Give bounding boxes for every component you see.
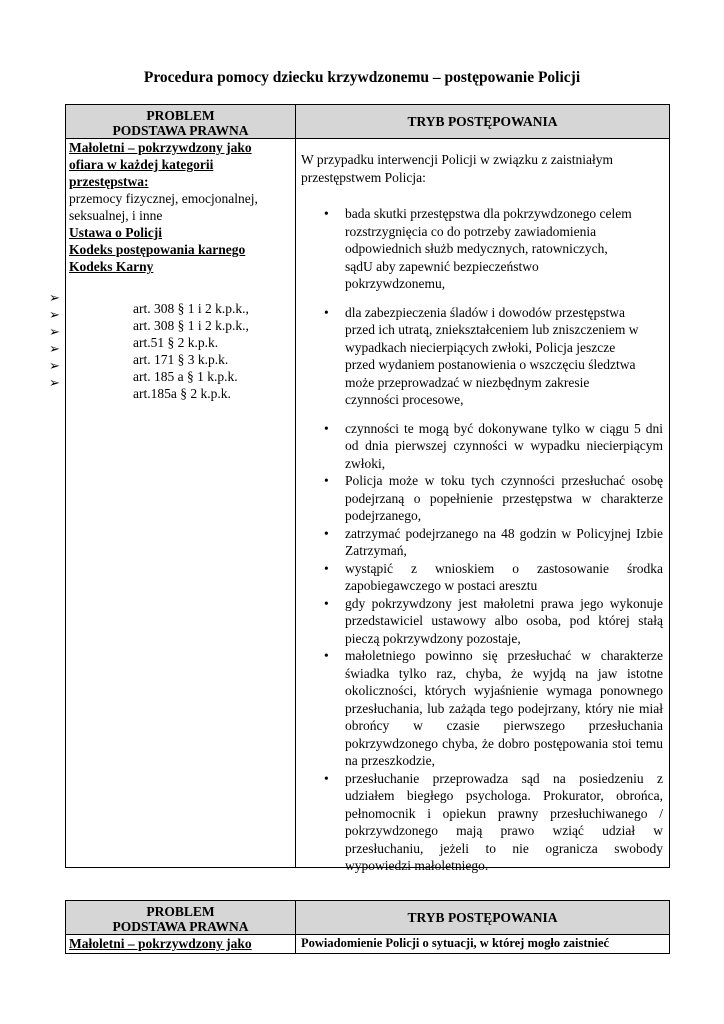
procedure-cell — [296, 935, 669, 953]
item-line: czynności procesowe, — [345, 392, 464, 407]
arrow-icon: ➢ — [49, 341, 60, 356]
header-problem-line1: PROBLEM — [146, 108, 215, 123]
table-row — [66, 139, 669, 873]
header-problem-line2: PODSTAWA PRAWNA — [112, 919, 249, 934]
intro-line2: przestępstwem Policja: — [301, 169, 426, 185]
article-item: art. 308 § 1 i 2 k.p.k., — [133, 318, 249, 333]
item-line: bada skutki przestępstwa dla pokrzywdzonego celem — [345, 206, 632, 221]
article-item: art. 185 a § 1 k.p.k. — [133, 369, 238, 384]
item-text: małoletniego powinno się przesłuchać w charakterze świadka tylko raz, chyba, że wyjdą na jaw istotne okoliczności, których wyjaśnienie wymaga ponownego przesłuchania, lub zażąda tego podejrzany, który nie miał obrońcy w czasie pierwszego przesłuchania pokrzywdzonego chyba, że dobro postępowania stoi temu na przeszkodzie, — [345, 648, 663, 768]
intro-line1: W przypadku interwencji Policji w związku z zaistniałym — [301, 152, 614, 167]
abuse-types-line2: seksualnej, i inne — [69, 208, 163, 223]
arrow-icon: ➢ — [49, 307, 60, 322]
article-item: art. 308 § 1 i 2 k.p.k., — [133, 301, 249, 316]
item-line: dla zabezpieczenia śladów i dowodów przestępstwa — [345, 304, 626, 320]
item-line: sądU aby zapewnić bezpieczeństwo — [345, 258, 539, 274]
problem-cell — [66, 935, 296, 953]
item-line: pokrzywdzonemu, — [345, 276, 446, 291]
arrow-icon: ➢ — [49, 324, 60, 339]
abuse-types-line1: przemocy fizycznej, emocjonalnej, — [69, 191, 258, 206]
header-problem-line2: PODSTAWA PRAWNA — [112, 123, 249, 138]
procedure-list-1 — [296, 205, 669, 409]
arrow-icon: ➢ — [49, 358, 60, 373]
bullet-icon: • — [324, 304, 329, 320]
item-line: odpowiednich służb medycznych, ratowniczych, — [345, 241, 608, 256]
law-penal-code: Kodeks Karny — [69, 259, 154, 274]
procedure-text: Powiadomienie Policji o sytuacji, w której mogło zaistnieć — [301, 936, 610, 950]
table-header — [66, 901, 669, 935]
list-item — [324, 560, 663, 595]
procedure-list-2 — [296, 420, 669, 875]
item-text: czynności te mogą być dokonywane tylko w ciągu 5 dni od dnia pierwszej czynności w wypadku niecierpiącym zwłoki, — [345, 420, 663, 471]
list-item — [324, 420, 663, 473]
procedure-table-2 — [65, 900, 670, 954]
table-header — [66, 105, 669, 139]
page-title: Procedura pomocy dziecku krzywdzonemu – postępowanie Policji — [143, 69, 581, 86]
problem-title-line2: ofiara w każdej kategorii — [69, 157, 214, 172]
arrow-markers — [49, 289, 60, 391]
list-item — [324, 525, 663, 560]
procedure-cell — [296, 139, 669, 873]
item-line: rozstrzygnięcia co do potrzeby zawiadomienia — [345, 223, 597, 239]
problem-title-line1: Małoletni – pokrzywdzony jako — [69, 140, 252, 155]
header-problem-line1: PROBLEM — [146, 904, 215, 919]
article-item: art.185a § 2 k.p.k. — [133, 386, 231, 401]
bullet-icon: • — [324, 560, 329, 576]
procedure-table — [65, 104, 670, 873]
header-procedure: TRYB POSTĘPOWANIA — [407, 909, 558, 925]
list-item — [324, 770, 663, 875]
header-problem — [66, 901, 296, 934]
header-problem — [66, 105, 296, 138]
item-text: Policja może w toku tych czynności przesłuchać osobę podejrzaną o popełnienie przestępstwa w charakterze podejrzanego, — [345, 473, 663, 523]
item-line: wypadkach niecierpiących zwłoki, Policja jeszcze — [345, 339, 616, 355]
procedure-intro — [296, 139, 669, 186]
bullet-icon: • — [324, 473, 329, 488]
list-item — [324, 595, 663, 648]
problem-title-line3: przestępstwa: — [69, 174, 149, 189]
item-text: zatrzymać podejrzanego na 48 godzin w Policyjnej Izbie Zatrzymań, — [345, 525, 663, 558]
item-line: przed ich utratą, zniekształceniem lub zniszczeniem w — [345, 322, 639, 337]
article-item: art. 171 § 3 k.p.k. — [133, 352, 229, 367]
arrow-icon: ➢ — [49, 375, 60, 390]
item-line: może przeprowadzać w niezbędnym zakresie — [345, 374, 590, 390]
header-procedure: TRYB POSTĘPOWANIA — [407, 113, 558, 129]
item-text: wystąpić z wnioskiem o zastosowanie środka zapobiegawczego w postaci aresztu — [345, 560, 663, 593]
law-police-act: Ustawa o Policji — [69, 225, 162, 240]
law-criminal-procedure: Kodeks postępowania karnego — [69, 242, 246, 257]
bullet-icon: • — [324, 420, 329, 436]
article-item: art.51 § 2 k.p.k. — [133, 335, 219, 350]
item-text: gdy pokrzywdzony jest małoletni prawa jego wykonuje przedstawiciel ustawowy albo osoba, pod której stałą pieczą pokrzywdzony pozostaje, — [345, 595, 663, 646]
bullet-icon: • — [324, 525, 329, 541]
item-line: przed wydaniem postanowienia o wszczęciu śledztwa — [345, 357, 636, 372]
bullet-icon: • — [324, 770, 329, 786]
list-item — [324, 304, 663, 409]
table-row — [66, 935, 669, 953]
bullet-icon: • — [324, 595, 329, 611]
list-item — [324, 647, 663, 770]
bullet-icon: • — [324, 648, 329, 663]
arrow-icon: ➢ — [49, 290, 60, 305]
problem-title-line1: Małoletni – pokrzywdzony jako — [69, 936, 252, 951]
problem-cell — [66, 139, 296, 867]
bullet-icon: • — [324, 206, 329, 221]
list-item — [324, 205, 663, 293]
item-text: przesłuchanie przeprowadza sąd na posiedzeniu z udziałem biegłego psychologa. Prokurator, obrońca, pełnomocnik i opiekun prawny przesłuchiwanego / pokrzywdzonego mają prawo wziąć udział w przesłuchaniu, jeżeli to nie ogranicza swobody wypowiedzi małoletniego. — [345, 770, 663, 873]
article-list — [66, 300, 295, 402]
list-item — [324, 472, 663, 525]
